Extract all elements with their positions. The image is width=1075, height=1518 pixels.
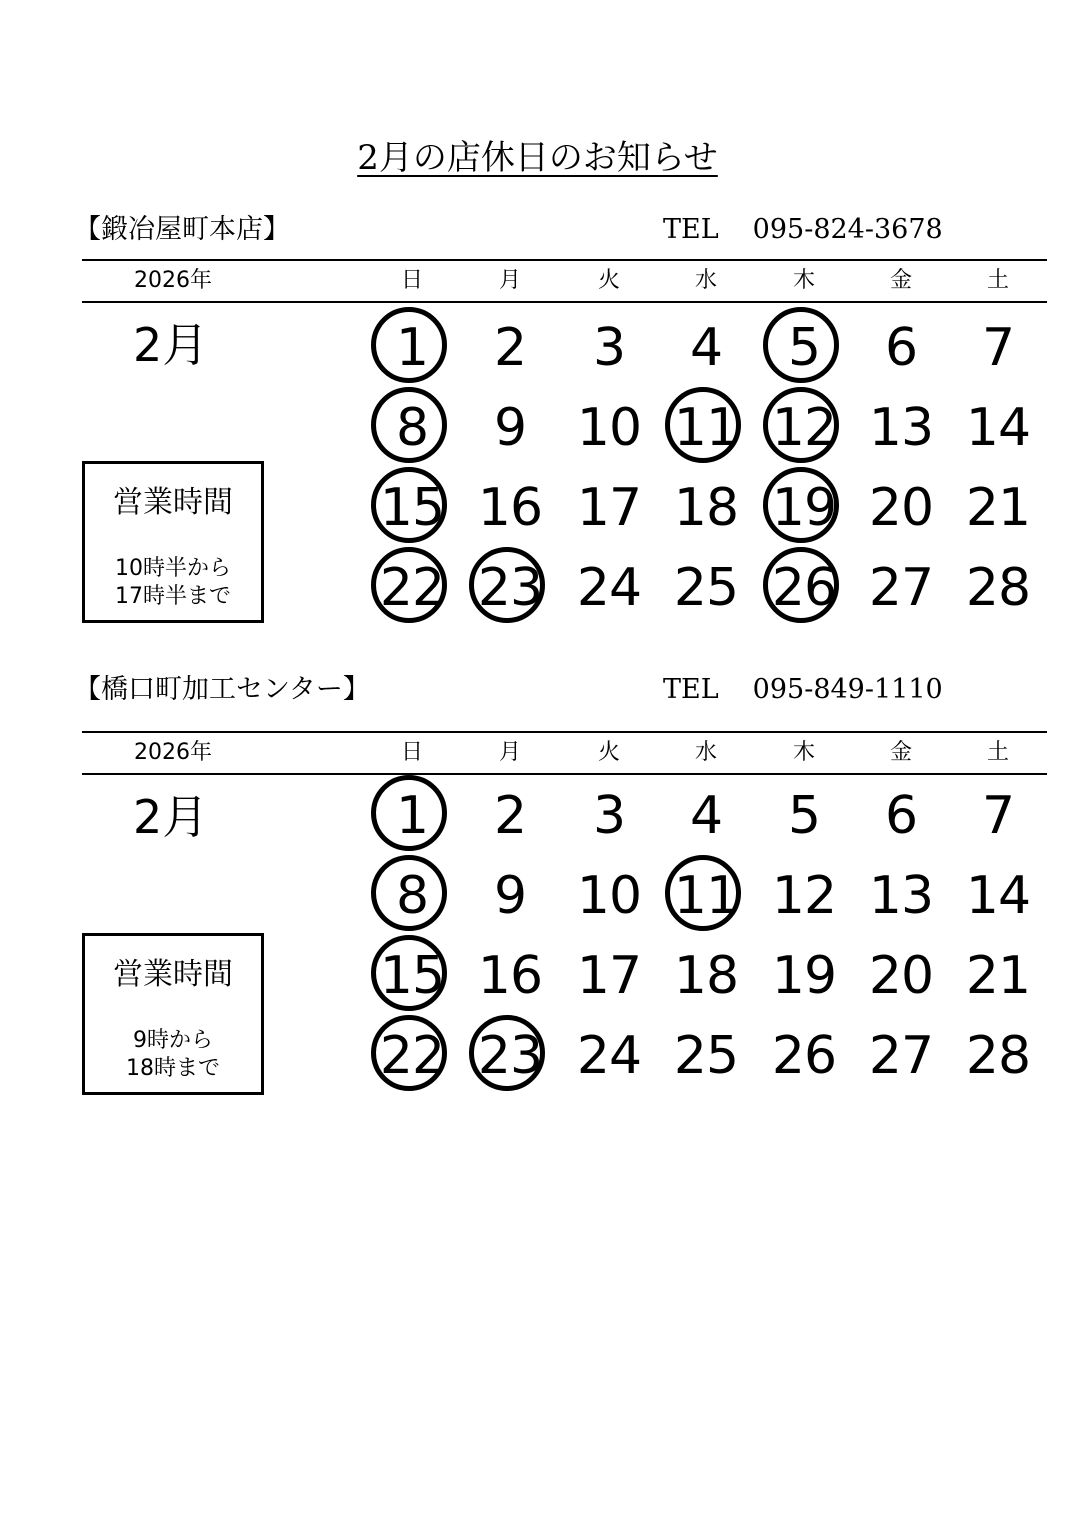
tel-number: 095-849-1110 (752, 674, 943, 705)
date-number: 11 (673, 398, 739, 458)
date-number: 8 (395, 398, 429, 458)
calendar-date (564, 308, 654, 388)
date-number: 11 (673, 866, 739, 926)
date-number: 7 (981, 786, 1015, 846)
weekday-label: 木 (792, 268, 815, 293)
calendar-date (465, 856, 555, 936)
weekday-label: 水 (694, 740, 717, 765)
date-number: 10 (576, 398, 642, 458)
calendar-date (856, 308, 946, 388)
calendar-date (564, 548, 654, 628)
date-number: 20 (868, 946, 934, 1006)
calendar-date (759, 1016, 849, 1096)
holiday-date (367, 388, 457, 468)
calendar-date (661, 308, 751, 388)
calendar-date (759, 856, 849, 936)
store-tel (663, 673, 943, 707)
date-number: 24 (576, 1026, 642, 1086)
weekday-label: 日 (400, 268, 423, 293)
date-number: 12 (771, 398, 837, 458)
holiday-date (759, 308, 849, 388)
calendar-date (564, 1016, 654, 1096)
date-number: 10 (576, 866, 642, 926)
calendar-date (856, 388, 946, 468)
date-number: 5 (787, 318, 821, 378)
calendar-date (564, 468, 654, 548)
calendar-month: 2月 (133, 318, 209, 372)
date-number: 3 (592, 318, 626, 378)
calendar-date (953, 388, 1043, 468)
holiday-date (367, 776, 457, 856)
calendar-date (953, 936, 1043, 1016)
date-number: 5 (787, 786, 821, 846)
calendar-date (856, 468, 946, 548)
calendar-date (564, 388, 654, 468)
calendar-year: 2026年 (134, 740, 212, 765)
store-name: 【橋口町加工センター】 (74, 674, 370, 705)
date-number: 17 (576, 478, 642, 538)
date-number: 4 (689, 786, 723, 846)
holiday-date (465, 1016, 555, 1096)
calendar-date (856, 1016, 946, 1096)
calendar-date (661, 548, 751, 628)
holiday-date (759, 468, 849, 548)
date-number: 28 (965, 1026, 1031, 1086)
store-tel (663, 213, 943, 247)
business-hours-close: 17時半まで (115, 584, 231, 609)
date-number: 22 (379, 1026, 445, 1086)
calendar-date (856, 776, 946, 856)
store-section-honten (0, 213, 1075, 693)
calendar-date (661, 1016, 751, 1096)
business-hours-title: 営業時間 (113, 957, 233, 992)
holiday-date (367, 548, 457, 628)
date-number: 12 (771, 866, 837, 926)
weekday-label: 土 (986, 740, 1009, 765)
calendar-date (953, 856, 1043, 936)
date-number: 15 (379, 946, 445, 1006)
store-name: 【鍛冶屋町本店】 (74, 214, 290, 245)
date-number: 4 (689, 318, 723, 378)
weekday-label: 火 (597, 740, 620, 765)
tel-label: TEL (663, 214, 719, 245)
calendar-date (953, 776, 1043, 856)
calendar-date (564, 776, 654, 856)
weekday-label: 木 (792, 740, 815, 765)
business-hours-title: 営業時間 (113, 485, 233, 520)
calendar-date (564, 936, 654, 1016)
date-number: 25 (673, 1026, 739, 1086)
calendar-date (953, 548, 1043, 628)
date-number: 16 (477, 946, 543, 1006)
calendar-date (465, 388, 555, 468)
calendar-date (661, 936, 751, 1016)
holiday-date (759, 388, 849, 468)
calendar-date (661, 776, 751, 856)
date-number: 8 (395, 866, 429, 926)
holiday-date (465, 548, 555, 628)
weekday-label: 日 (400, 740, 423, 765)
calendar-date (759, 776, 849, 856)
date-number: 18 (673, 478, 739, 538)
calendar-date (564, 856, 654, 936)
header-rule-top (82, 259, 1047, 261)
date-number: 21 (965, 478, 1031, 538)
date-number: 9 (493, 866, 527, 926)
calendar-date (856, 936, 946, 1016)
date-number: 25 (673, 558, 739, 618)
holiday-date (367, 856, 457, 936)
weekday-label: 火 (597, 268, 620, 293)
business-hours-open: 10時半から (115, 556, 231, 581)
tel-number: 095-824-3678 (752, 214, 943, 245)
holiday-date (367, 936, 457, 1016)
date-number: 16 (477, 478, 543, 538)
date-number: 18 (673, 946, 739, 1006)
date-number: 7 (981, 318, 1015, 378)
page-title-text: 2月の店休日のお知らせ (357, 138, 718, 178)
date-number: 13 (868, 866, 934, 926)
date-number: 19 (771, 946, 837, 1006)
header-rule-top (82, 731, 1047, 733)
calendar-date (465, 936, 555, 1016)
date-number: 17 (576, 946, 642, 1006)
date-number: 6 (884, 786, 918, 846)
header-rule-bottom (82, 301, 1047, 303)
date-number: 19 (771, 478, 837, 538)
date-number: 15 (379, 478, 445, 538)
date-number: 23 (477, 558, 543, 618)
holiday-date (661, 388, 751, 468)
business-hours-box (82, 933, 264, 1095)
date-number: 26 (771, 558, 837, 618)
weekday-label: 金 (889, 740, 912, 765)
holiday-date (367, 1016, 457, 1096)
date-number: 27 (868, 1026, 934, 1086)
tel-label: TEL (663, 674, 719, 705)
date-number: 20 (868, 478, 934, 538)
calendar-year: 2026年 (134, 268, 212, 293)
calendar-date (953, 1016, 1043, 1096)
holiday-date (367, 308, 457, 388)
holiday-date (759, 548, 849, 628)
header-rule-bottom (82, 773, 1047, 775)
business-hours-open: 9時から (133, 1028, 213, 1053)
date-number: 2 (493, 786, 527, 846)
date-number: 9 (493, 398, 527, 458)
date-number: 21 (965, 946, 1031, 1006)
date-number: 1 (395, 318, 429, 378)
calendar-date (759, 936, 849, 1016)
business-hours-close: 18時まで (126, 1056, 220, 1081)
date-number: 26 (771, 1026, 837, 1086)
weekday-label: 土 (986, 268, 1009, 293)
weekday-label: 金 (889, 268, 912, 293)
date-number: 3 (592, 786, 626, 846)
calendar-date (661, 468, 751, 548)
holiday-date (367, 468, 457, 548)
date-number: 6 (884, 318, 918, 378)
date-number: 1 (395, 786, 429, 846)
date-number: 13 (868, 398, 934, 458)
holiday-date (661, 856, 751, 936)
calendar-date (465, 776, 555, 856)
calendar-date (856, 548, 946, 628)
date-number: 28 (965, 558, 1031, 618)
weekday-label: 月 (498, 740, 521, 765)
business-hours-box (82, 461, 264, 623)
date-number: 14 (965, 866, 1031, 926)
date-number: 14 (965, 398, 1031, 458)
store-section-kakou-center (0, 673, 1075, 1153)
calendar-date (953, 308, 1043, 388)
date-number: 22 (379, 558, 445, 618)
date-number: 27 (868, 558, 934, 618)
calendar-date (856, 856, 946, 936)
weekday-label: 月 (498, 268, 521, 293)
date-number: 24 (576, 558, 642, 618)
weekday-label: 水 (694, 268, 717, 293)
calendar-date (953, 468, 1043, 548)
date-number: 2 (493, 318, 527, 378)
date-number: 23 (477, 1026, 543, 1086)
calendar-date (465, 308, 555, 388)
calendar-month: 2月 (133, 790, 209, 844)
calendar-date (465, 468, 555, 548)
page-title (0, 136, 1075, 180)
